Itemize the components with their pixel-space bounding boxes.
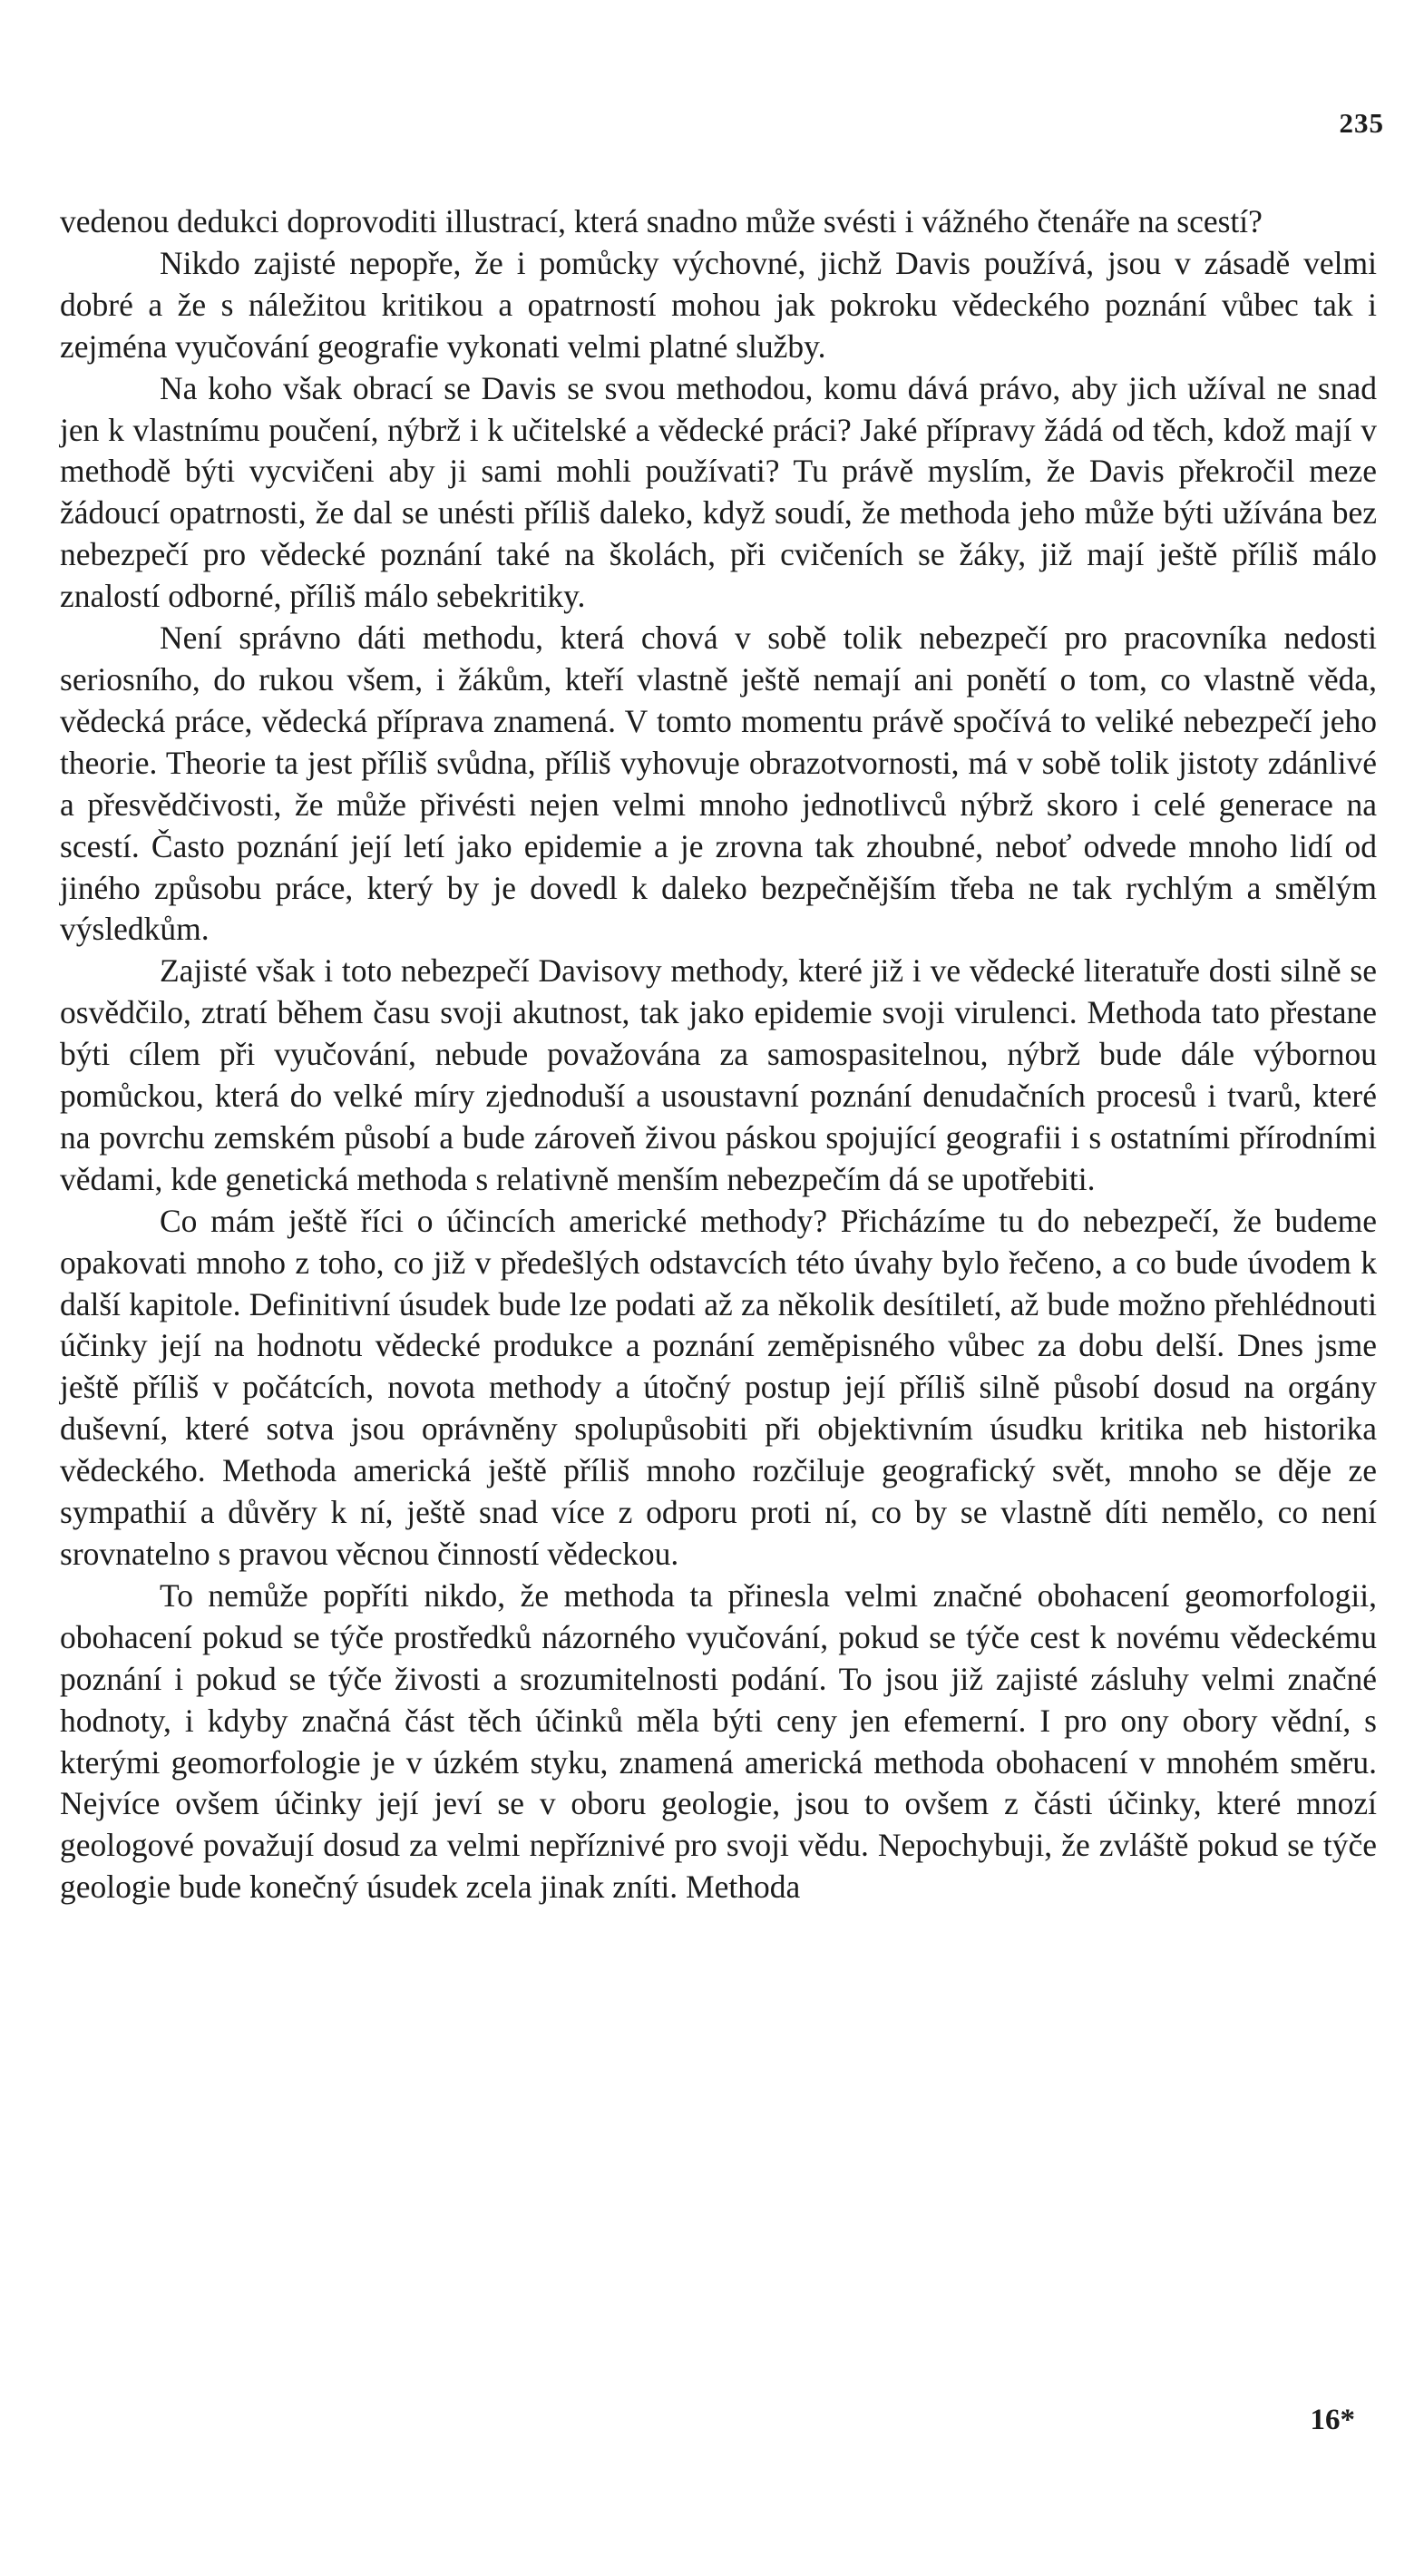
paragraph-1: vedenou dedukci doprovoditi illustrací, která snadno může svésti i vážného čtenáře na scestí? xyxy=(60,203,1263,239)
page-number: 235 xyxy=(1339,107,1384,139)
printer-signature-mark: 16* xyxy=(1310,2404,1355,2436)
body-text xyxy=(60,201,1377,1908)
paragraph-5: Zajisté však i toto nebezpečí Davisovy methody, které již i ve vědecké literatuře dosti silně se osvědčilo, ztratí během času svoji akutnost, tak jako epidemie svoji virulenci. Methoda tato přestane býti cílem při vyučování, nebude považována za samospasitelnou, nýbrž bude dále výbornou pomůckou, která do velké míry zjednoduší a usoustavní poznání denudačních procesů i tvarů, které na povrchu zemském působí a bude zároveň živou páskou spojující geografii i s ostatními přírodními vědami, kde genetická methoda s relativně menším nebezpečím dá se upotřebiti. xyxy=(60,952,1377,1197)
paragraph-6: Co mám ještě říci o účincích americké methody? Přicházíme tu do nebezpečí, že budeme opakovati mnoho z toho, co již v předešlých odstavcích této úvahy bylo řečeno, a co bude úvodem k další kapitole. Definitivní úsudek bude lze podati až za několik desítiletí, až bude možno přehlédnouti účinky její na hodnotu vědecké produkce a poznání zeměpisného vůbec za dobu delší. Dnes jsme ještě příliš v počátcích, novota methody a útočný postup její příliš silně působí dosud na orgány duševní, které sotva jsou oprávněny spolupůsobiti při objektivním úsudku kritika neb historika vědeckého. Methoda americká ještě příliš mnoho rozčiluje geografický svět, mnoho se děje ze sympathií a důvěry k ní, ještě snad více z odporu proti ní, co by se vlastně díti nemělo, co není srovnatelno s pravou věcnou činností vědeckou. xyxy=(60,1202,1377,1572)
paragraph-3: Na koho však obrací se Davis se svou methodou, komu dává právo, aby jich užíval ne snad jen k vlastnímu poučení, nýbrž i k učitelské a vědecké práci? Jaké přípravy žádá od těch, kdož mají v methodě býti vycvičeni aby ji sami mohli používati? Tu právě myslím, že Davis překročil meze žádoucí opatrnosti, že dal se unésti příliš daleko, když soudí, že methoda jeho může býti užívána bez nebezpečí pro vědecké poznání také na školách, při cvičeních se žáky, již mají ještě příliš málo znalostí odborné, příliš málo sebekritiky. xyxy=(60,369,1377,615)
paragraph-2: Nikdo zajisté nepopře, že i pomůcky výchovné, jichž Davis používá, jsou v zásadě velmi dobré a že s náležitou kritikou a opatrností mohou jak pokroku vědeckého poznání vůbec tak i zejména vyučování geografie vykonati velmi platné služby. xyxy=(60,244,1377,365)
paragraph-4: Není správno dáti methodu, která chová v sobě tolik nebezpečí pro pracovníka nedosti seriosního, do rukou všem, i žákům, kteří vlastně ještě nemají ani ponětí o tom, co vlastně věda, vědecká práce, vědecká příprava znamená. V tomto momentu právě spočívá to veliké nebezpečí jeho theorie. Theorie ta jest příliš svůdna, příliš vyhovuje obrazotvornosti, má v sobě tolik jistoty zdánlivé a přesvědčivosti, že může přivésti nejen velmi mnoho jednotlivců nýbrž skoro i celé generace na scestí. Často poznání její letí jako epidemie a je zrovna tak zhoubné, neboť odvede mnoho lidí od jiného způsobu práce, který by je dovedl k daleko bezpečnějším třeba ne tak rychlým a smělým výsledkům. xyxy=(60,620,1377,948)
paragraph-7: To nemůže popříti nikdo, že methoda ta přinesla velmi značné obohacení geomorfologii, obohacení pokud se týče prostředků názorného vyučování, pokud se týče cest k novému vědeckému poznání i pokud se týče živosti a srozumitelnosti podání. To jsou již zajisté zásluhy velmi značné hodnoty, i kdyby značná část těch účinků měla býti ceny jen efemerní. I pro ony obory vědní, s kterými geomorfologie je v úzkém styku, znamená americká methoda obohacení v mnohém směru. Nejvíce ovšem účinky její jeví se v oboru geologie, jsou to ovšem z části účinky, které mnozí geologové považují dosud za velmi nepříznivé pro svoji vědu. Nepochybuji, že zvláště pokud se týče geologie bude konečný úsudek zcela jinak zníti. Methoda xyxy=(60,1576,1377,1906)
